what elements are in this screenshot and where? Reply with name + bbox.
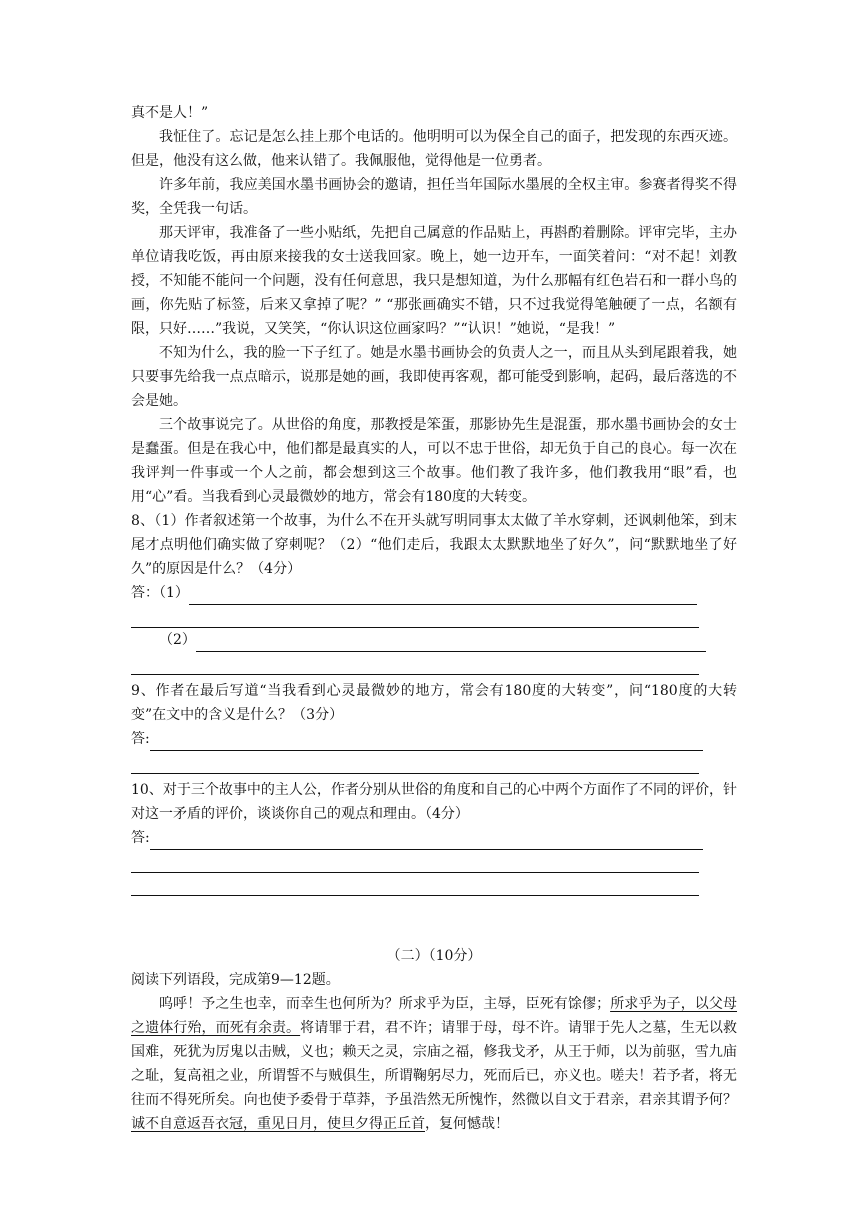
- paragraph-three-stories: 三个故事说完了。从世俗的角度，那教授是笨蛋，那影协先生是混蛋，那水墨书画协会的女士是蠢蛋。但是在我心中，他们都是最真实的人，可以不忠于世俗，却无负于自己的良心。每一次在我评判一件事或一个人之前，都会想到这三个故事。他们教了我许多，他们教我用“眼”看，也用“心”看。当我看到心灵最微妙的地方，常会有180度的大转变。: [131, 417, 737, 505]
- answer-label-q8-1: 答：（1）: [131, 585, 189, 601]
- paragraph-continuation: 真不是人！”: [131, 105, 209, 121]
- question-8: 8、（1）作者叙述第一个故事，为什么不在开头就写明同事太太做了羊水穿刺，还讽刺他笨，到末尾才点明他们确实做了穿刺呢？（2）“他们走后，我跟太太默默地坐了好久”，问“默默地坐了好久”的原因是什么？（4分）: [131, 513, 737, 577]
- answer-blank-q8-2[interactable]: [196, 635, 706, 652]
- question-10: 10、对于三个故事中的主人公，作者分别从世俗的角度和自己的心中两个方面作了不同的评价，针对这一矛盾的评价，谈谈你自己的观点和理由。（4分）: [131, 782, 737, 822]
- answer-blank-q8-1[interactable]: [189, 588, 697, 605]
- answer-line-q8-1: [131, 581, 737, 605]
- question-9: 9、作者在最后写道“当我看到心灵最微妙的地方，常会有180度的大转变”，问“180度的大转变”在文中的含义是什么？（3分）: [131, 683, 737, 723]
- paragraph-ink-exhibition: 许多年前，我应美国水墨书画协会的邀请，担任当年国际水墨展的全权主审。参赛者得奖不得奖，全凭我一句话。: [131, 177, 737, 217]
- document-content: [131, 101, 737, 1136]
- section-2-heading: （二）（10分）: [386, 948, 482, 964]
- answer-label-q9: 答:: [131, 731, 150, 747]
- paragraph-blush: 不知为什么，我的脸一下子红了。她是水墨书画协会的负责人之一，而且从头到尾跟着我，她只要事先给我一点点暗示，说那是她的画，我即使再客观，都可能受到影响，起码，最后落选的不会是她。: [131, 345, 737, 409]
- section-2-passage: [131, 992, 737, 1136]
- section-2-instruction: 阅读下列语段，完成第9—12题。: [131, 972, 340, 988]
- answer-blank-q10c[interactable]: [131, 873, 699, 896]
- passage-text-a: 呜呼！予之生也幸，而幸生也何所为？所求乎为臣，主辱，臣死有馀僇；: [159, 996, 611, 1012]
- answer-label-q10: 答:: [131, 830, 150, 846]
- passage-text-b: 将请罪于君，君不许；请罪于母，母不许。请罪于先人之墓，生无以救国难，死犹为厉鬼以击贼，义也；赖天之灵，宗庙之福，修我戈矛，从王于师，以为前驱，雪九庙之耻，复高祖之业，所谓誓不与贼俱生，所谓鞠躬尽力，死而后已，亦义也。嗟夫！若予者，将无往而不得死所矣。向也使予委骨于草莽，予虽浩然无所愧怍，然微以自文于君亲，君亲其谓予何？: [131, 1020, 738, 1108]
- answer-line-q10: [131, 826, 737, 850]
- paragraph-judging-day: 那天评审，我准备了一些小贴纸，先把自己属意的作品贴上，再斟酌着删除。评审完毕，主办单位请我吃饭，再由原来接我的女士送我回家。晚上，她一边开车，一面笑着问：“对不起！刘教授，不知能不能问一个问题，没有任何意思，我只是想知道，为什么那幅有红色岩石和一群小鸟的画，你先贴了标签，后来又拿掉了呢？” “那张画确实不错，只不过我觉得笔触硬了一点，名额有限，只好……”我说，又笑笑，“你认识这位画家吗？”“认识！”她说，“是我！”: [131, 225, 737, 337]
- answer-blank-q9b[interactable]: [131, 751, 699, 774]
- answer-blank-q10[interactable]: [150, 833, 703, 850]
- answer-line-q9: [131, 727, 737, 751]
- passage-underlined-1: 所求乎为子，以父母之遗体行殆，而死有余责。: [131, 996, 738, 1036]
- paragraph-brave-colleague: 我怔住了。忘记是怎么挂上那个电话的。他明明可以为保全自己的面子，把发现的东西灭迹。但是，他没有这么做，他来认错了。我佩服他，觉得他是一位勇者。: [131, 129, 737, 169]
- answer-line-q8-2: [131, 628, 737, 652]
- answer-blank-q8-2b[interactable]: [131, 652, 699, 675]
- answer-blank-q8-1b[interactable]: [131, 605, 699, 628]
- answer-blank-q10b[interactable]: [131, 850, 699, 873]
- answer-label-q8-2: （2）: [159, 632, 196, 648]
- answer-blank-q9[interactable]: [150, 734, 703, 751]
- passage-text-c: ，复何憾哉！: [425, 1116, 509, 1132]
- passage-underlined-2: 诚不自意返吾衣冠，重见日月，使旦夕得正丘首: [131, 1116, 425, 1132]
